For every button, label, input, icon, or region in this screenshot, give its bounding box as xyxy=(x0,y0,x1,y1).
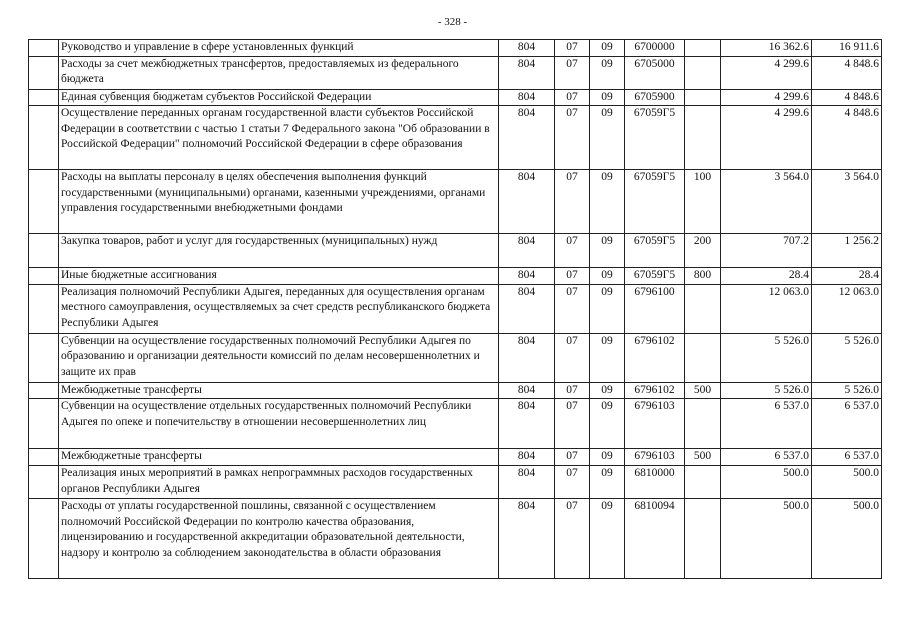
expense-type-cell: 800 xyxy=(685,268,721,285)
subsection-code-cell: 09 xyxy=(590,449,625,466)
table-row xyxy=(29,170,882,234)
section-code-cell: 07 xyxy=(555,268,590,285)
margin-cell xyxy=(29,333,59,382)
expense-type-cell: 200 xyxy=(685,234,721,268)
target-article-cell: 6796102 xyxy=(625,333,685,382)
item-name-cell: Закупка товаров, работ и услуг для государственных (муниципальных) нужд xyxy=(59,234,499,268)
section-code-cell: 07 xyxy=(555,40,590,57)
item-name-cell: Субвенции на осуществление государственных полномочий Республики Адыгея по образованию и организации деятельности комиссий по делам несовершеннолетних и защите их прав xyxy=(59,333,499,382)
section-code-cell: 07 xyxy=(555,56,590,89)
table-row xyxy=(29,449,882,466)
ministry-code-cell: 804 xyxy=(499,399,555,449)
margin-cell xyxy=(29,89,59,106)
table-row xyxy=(29,498,882,578)
item-name-cell: Расходы за счет межбюджетных трансфертов, предоставляемых из федерального бюджета xyxy=(59,56,499,89)
margin-cell xyxy=(29,234,59,268)
expense-type-cell xyxy=(685,399,721,449)
amount-second-year-cell: 12 063.0 xyxy=(812,284,882,333)
target-article-cell: 6796102 xyxy=(625,382,685,399)
page-number: - 328 - xyxy=(437,16,468,28)
item-name-cell: Субвенции на осуществление отдельных государственных полномочий Республики Адыгея по опеке и попечительству в отношении несовершеннолетних лиц xyxy=(59,399,499,449)
expense-type-cell: 500 xyxy=(685,449,721,466)
section-code-cell: 07 xyxy=(555,498,590,578)
amount-second-year-cell: 500.0 xyxy=(812,465,882,498)
ministry-code-cell: 804 xyxy=(499,268,555,285)
margin-cell xyxy=(29,170,59,234)
margin-cell xyxy=(29,399,59,449)
subsection-code-cell: 09 xyxy=(590,268,625,285)
amount-first-year-cell: 6 537.0 xyxy=(721,449,812,466)
target-article-cell: 6705000 xyxy=(625,56,685,89)
section-code-cell: 07 xyxy=(555,333,590,382)
target-article-cell: 6810094 xyxy=(625,498,685,578)
target-article-cell: 67059Г5 xyxy=(625,106,685,170)
target-article-cell: 6796103 xyxy=(625,449,685,466)
item-name-cell: Межбюджетные трансферты xyxy=(59,382,499,399)
amount-first-year-cell: 6 537.0 xyxy=(721,399,812,449)
expense-type-cell xyxy=(685,465,721,498)
subsection-code-cell: 09 xyxy=(590,333,625,382)
amount-first-year-cell: 4 299.6 xyxy=(721,56,812,89)
section-code-cell: 07 xyxy=(555,89,590,106)
margin-cell xyxy=(29,56,59,89)
amount-first-year-cell: 12 063.0 xyxy=(721,284,812,333)
target-article-cell: 67059Г5 xyxy=(625,234,685,268)
table-row xyxy=(29,234,882,268)
table-row xyxy=(29,465,882,498)
target-article-cell: 6705900 xyxy=(625,89,685,106)
ministry-code-cell: 804 xyxy=(499,106,555,170)
ministry-code-cell: 804 xyxy=(499,498,555,578)
section-code-cell: 07 xyxy=(555,106,590,170)
amount-first-year-cell: 4 299.6 xyxy=(721,89,812,106)
table-row xyxy=(29,89,882,106)
target-article-cell: 6700000 xyxy=(625,40,685,57)
ministry-code-cell: 804 xyxy=(499,40,555,57)
subsection-code-cell: 09 xyxy=(590,382,625,399)
table-row xyxy=(29,284,882,333)
table-row xyxy=(29,56,882,89)
target-article-cell: 67059Г5 xyxy=(625,170,685,234)
subsection-code-cell: 09 xyxy=(590,498,625,578)
section-code-cell: 07 xyxy=(555,399,590,449)
subsection-code-cell: 09 xyxy=(590,234,625,268)
ministry-code-cell: 804 xyxy=(499,449,555,466)
amount-second-year-cell: 28.4 xyxy=(812,268,882,285)
expense-type-cell: 100 xyxy=(685,170,721,234)
margin-cell xyxy=(29,382,59,399)
subsection-code-cell: 09 xyxy=(590,56,625,89)
expense-type-cell xyxy=(685,333,721,382)
table-body xyxy=(29,40,882,579)
table-row xyxy=(29,382,882,399)
ministry-code-cell: 804 xyxy=(499,465,555,498)
section-code-cell: 07 xyxy=(555,170,590,234)
section-code-cell: 07 xyxy=(555,449,590,466)
item-name-cell: Осуществление переданных органам государственной власти субъектов Российской Федерации в соответствии с частью 1 статьи 7 Федерального закона "Об образовании в Российской Федерации" полномочий Российской Федерации в сфере образования xyxy=(59,106,499,170)
table-row xyxy=(29,333,882,382)
margin-cell xyxy=(29,498,59,578)
item-name-cell: Иные бюджетные ассигнования xyxy=(59,268,499,285)
subsection-code-cell: 09 xyxy=(590,284,625,333)
target-article-cell: 6796103 xyxy=(625,399,685,449)
item-name-cell: Расходы на выплаты персоналу в целях обеспечения выполнения функций государственными (муниципальными) органами, казенными учреждениями, органами управления государственными внебюджетными фондами xyxy=(59,170,499,234)
amount-second-year-cell: 3 564.0 xyxy=(812,170,882,234)
expense-type-cell xyxy=(685,89,721,106)
subsection-code-cell: 09 xyxy=(590,106,625,170)
item-name-cell: Руководство и управление в сфере установленных функций xyxy=(59,40,499,57)
amount-first-year-cell: 500.0 xyxy=(721,465,812,498)
amount-second-year-cell: 16 911.6 xyxy=(812,40,882,57)
target-article-cell: 6796100 xyxy=(625,284,685,333)
item-name-cell: Реализация полномочий Республики Адыгея, переданных для осуществления органам местного самоуправления, осуществляемых за счет средств республиканского бюджета Республики Адыгея xyxy=(59,284,499,333)
expense-type-cell xyxy=(685,40,721,57)
amount-first-year-cell: 4 299.6 xyxy=(721,106,812,170)
amount-second-year-cell: 5 526.0 xyxy=(812,333,882,382)
margin-cell xyxy=(29,284,59,333)
table-row xyxy=(29,268,882,285)
section-code-cell: 07 xyxy=(555,382,590,399)
section-code-cell: 07 xyxy=(555,284,590,333)
amount-first-year-cell: 500.0 xyxy=(721,498,812,578)
item-name-cell: Межбюджетные трансферты xyxy=(59,449,499,466)
ministry-code-cell: 804 xyxy=(499,170,555,234)
expense-type-cell xyxy=(685,56,721,89)
amount-second-year-cell: 4 848.6 xyxy=(812,56,882,89)
expense-type-cell xyxy=(685,498,721,578)
subsection-code-cell: 09 xyxy=(590,170,625,234)
ministry-code-cell: 804 xyxy=(499,234,555,268)
amount-second-year-cell: 1 256.2 xyxy=(812,234,882,268)
ministry-code-cell: 804 xyxy=(499,333,555,382)
margin-cell xyxy=(29,268,59,285)
budget-table xyxy=(28,39,882,579)
amount-second-year-cell: 5 526.0 xyxy=(812,382,882,399)
expense-type-cell xyxy=(685,106,721,170)
item-name-cell: Реализация иных мероприятий в рамках непрограммных расходов государственных органов Республики Адыгея xyxy=(59,465,499,498)
ministry-code-cell: 804 xyxy=(499,284,555,333)
subsection-code-cell: 09 xyxy=(590,399,625,449)
amount-first-year-cell: 707.2 xyxy=(721,234,812,268)
amount-second-year-cell: 6 537.0 xyxy=(812,449,882,466)
section-code-cell: 07 xyxy=(555,234,590,268)
expense-type-cell xyxy=(685,284,721,333)
target-article-cell: 67059Г5 xyxy=(625,268,685,285)
subsection-code-cell: 09 xyxy=(590,40,625,57)
item-name-cell: Единая субвенция бюджетам субъектов Российской Федерации xyxy=(59,89,499,106)
amount-second-year-cell: 6 537.0 xyxy=(812,399,882,449)
amount-first-year-cell: 16 362.6 xyxy=(721,40,812,57)
amount-first-year-cell: 5 526.0 xyxy=(721,382,812,399)
amount-first-year-cell: 3 564.0 xyxy=(721,170,812,234)
table-row xyxy=(29,40,882,57)
item-name-cell: Расходы от уплаты государственной пошлины, связанной с осуществлением полномочий Российской Федерации по контролю качества образования, лицензированию и государственной аккредитации образовательной деятельности, надзору и контролю за соблюдением законодательства в области образования xyxy=(59,498,499,578)
ministry-code-cell: 804 xyxy=(499,382,555,399)
ministry-code-cell: 804 xyxy=(499,89,555,106)
ministry-code-cell: 804 xyxy=(499,56,555,89)
amount-second-year-cell: 500.0 xyxy=(812,498,882,578)
table-row xyxy=(29,106,882,170)
margin-cell xyxy=(29,106,59,170)
amount-first-year-cell: 28.4 xyxy=(721,268,812,285)
section-code-cell: 07 xyxy=(555,465,590,498)
target-article-cell: 6810000 xyxy=(625,465,685,498)
margin-cell xyxy=(29,449,59,466)
margin-cell xyxy=(29,465,59,498)
subsection-code-cell: 09 xyxy=(590,465,625,498)
amount-first-year-cell: 5 526.0 xyxy=(721,333,812,382)
margin-cell xyxy=(29,40,59,57)
table-row xyxy=(29,399,882,449)
subsection-code-cell: 09 xyxy=(590,89,625,106)
expense-type-cell: 500 xyxy=(685,382,721,399)
amount-second-year-cell: 4 848.6 xyxy=(812,106,882,170)
amount-second-year-cell: 4 848.6 xyxy=(812,89,882,106)
